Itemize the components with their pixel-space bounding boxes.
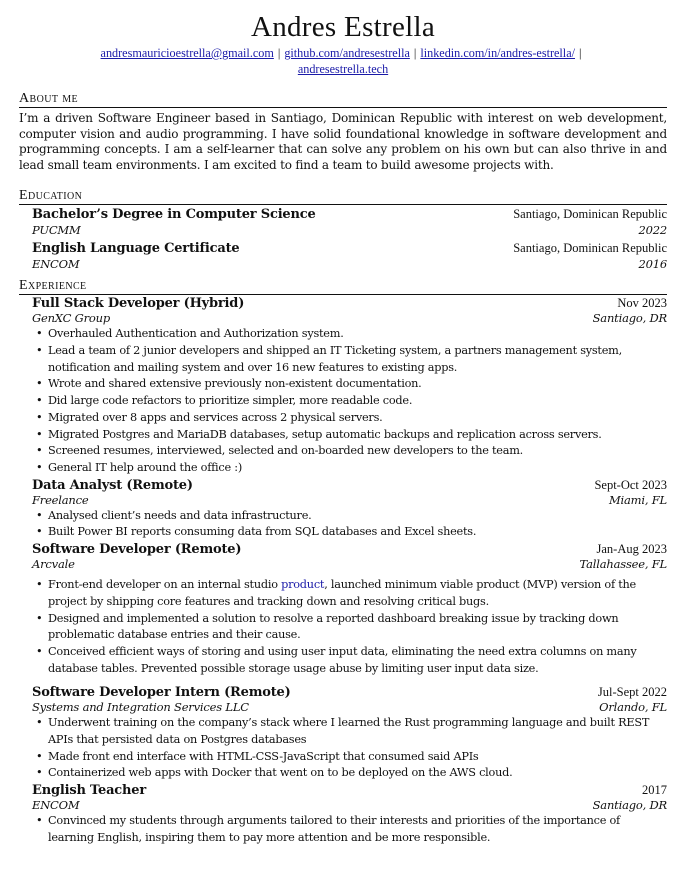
bullet-item: • Convinced my students through arguments tailored to their interests and priorities of the importance of learning English, inspiring them to pay more attention and be more responsible. bbox=[36, 814, 620, 844]
bullet-icon: • bbox=[36, 377, 43, 391]
bullet-icon: • bbox=[36, 444, 43, 458]
job-date: Sept-Oct 2023 bbox=[594, 477, 667, 492]
school-name: ENCOM bbox=[32, 257, 80, 272]
job-location: Santiago, DR bbox=[592, 798, 667, 813]
bullet-icon: • bbox=[36, 766, 43, 780]
job-title: Software Developer (Remote) bbox=[32, 542, 242, 558]
job-date: Nov 2023 bbox=[617, 296, 667, 311]
bullet-item: • Conceived efficient ways of storing and using user input data, eliminating the need extra columns on many database tables. Prevented possible storage usage abuse by limiting user input data size. bbox=[36, 644, 637, 675]
bullet-icon: • bbox=[36, 394, 43, 408]
bullet-item: • Migrated over 8 apps and services across 2 physical servers. bbox=[36, 410, 667, 427]
bullet-icon: • bbox=[36, 644, 43, 658]
experience-entry bbox=[19, 478, 667, 507]
company-name: Arcvale bbox=[32, 557, 75, 572]
company-name: Freelance bbox=[32, 492, 89, 507]
email-link[interactable]: andresmauricioestrella@gmail.com bbox=[100, 46, 274, 60]
job-bullet-list bbox=[19, 577, 667, 677]
bullet-icon: • bbox=[36, 327, 43, 341]
job-location: Miami, FL bbox=[608, 492, 667, 507]
bullet-item: • Built Power BI reports consuming data from SQL databases and Excel sheets. bbox=[36, 524, 667, 541]
bullet-icon: • bbox=[36, 578, 43, 592]
bullet-item: • Made front end interface with HTML-CSS-JavaScript that consumed said APIs bbox=[36, 749, 667, 766]
education-section-title: Education bbox=[19, 188, 667, 205]
bullet-item: • Wrote and shared extensive previously non-existent documentation. bbox=[36, 376, 667, 393]
website-link[interactable]: andresestrella.tech bbox=[297, 61, 389, 76]
education-location: Santiago, Dominican Republic bbox=[513, 207, 667, 222]
bullet-icon: • bbox=[36, 344, 43, 358]
job-location: Tallahassee, FL bbox=[579, 557, 667, 572]
experience-section-title: Experience bbox=[19, 278, 667, 295]
job-date: Jan-Aug 2023 bbox=[596, 542, 667, 557]
bullet-icon: • bbox=[36, 410, 43, 424]
bullet-item: • Underwent training on the company’s stack where I learned the Rust programming language and built REST APIs that persisted data on Postgres databases bbox=[36, 716, 650, 747]
degree-title: English Language Certificate bbox=[32, 241, 240, 257]
school-name: PUCMM bbox=[32, 223, 81, 238]
bullet-icon: • bbox=[36, 814, 43, 828]
bullet-item: • Did large code refactors to prioritize simpler, more readable code. bbox=[36, 393, 667, 410]
bullet-icon: • bbox=[36, 525, 43, 539]
experience-entry bbox=[19, 542, 667, 571]
bullet-icon: • bbox=[36, 461, 43, 474]
bullet-icon: • bbox=[36, 508, 43, 522]
bullet-item: • Containerized web apps with Docker that went on to be deployed on the AWS cloud. bbox=[36, 765, 667, 782]
job-bullet-list bbox=[19, 508, 667, 541]
separator: | bbox=[413, 46, 417, 60]
education-year: 2022 bbox=[638, 223, 667, 238]
contact-line bbox=[19, 46, 667, 77]
bullet-item: • Designed and implemented a solution to resolve a reported dashboard breaking issue by tracking down problematic database entries and their cause. bbox=[36, 611, 619, 642]
product-link[interactable]: product bbox=[281, 578, 325, 592]
separator: | bbox=[579, 46, 582, 60]
job-bullet-list bbox=[19, 326, 667, 476]
company-name: ENCOM bbox=[32, 798, 80, 813]
experience-entry bbox=[19, 296, 667, 325]
job-title: Software Developer Intern (Remote) bbox=[32, 685, 291, 701]
job-date: Jul-Sept 2022 bbox=[597, 685, 667, 700]
resume-name: Andres Estrella bbox=[250, 11, 436, 43]
bullet-item: • Front-end developer on an internal studio product, launched minimum viable product (MVP) version of the project by shipping core features and tracking down and resolving critical bugs. bbox=[36, 578, 636, 608]
job-title: Full Stack Developer (Hybrid) bbox=[32, 296, 245, 312]
experience-entry bbox=[19, 783, 667, 812]
bullet-icon: • bbox=[36, 427, 43, 441]
bullet-item: • Lead a team of 2 junior developers and shipped an IT Ticketing system, a partners management system, notification and mailing system and over 16 new features to existing apps. bbox=[36, 344, 622, 374]
job-bullet-list bbox=[19, 715, 667, 782]
job-bullet-list bbox=[19, 813, 667, 846]
education-location: Santiago, Dominican Republic bbox=[513, 241, 667, 256]
education-year: 2016 bbox=[638, 257, 667, 272]
education-entry bbox=[19, 207, 667, 237]
bullet-item: • Overhauled Authentication and Authorization system. bbox=[36, 326, 667, 343]
bullet-item: • Analysed client’s needs and data infrastructure. bbox=[36, 508, 667, 525]
separator: | bbox=[277, 46, 281, 60]
job-location: Orlando, FL bbox=[599, 700, 667, 715]
job-title: Data Analyst (Remote) bbox=[32, 477, 193, 493]
degree-title: Bachelor’s Degree in Computer Science bbox=[32, 207, 316, 223]
bullet-icon: • bbox=[36, 611, 43, 625]
experience-entry bbox=[19, 685, 667, 714]
github-link[interactable]: github.com/andresestrella bbox=[284, 46, 410, 60]
about-text: I’m a driven Software Engineer based in Santiago, Dominican Republic with interest on web development, computer vision and audio programming. I have solid foundational knowledge in software development and programming concepts. I am a self-learner that can solve any problem on his own but can also thrive in and lead small team environments. I am excited to find a team to build awesome projects with. bbox=[19, 111, 667, 172]
job-title: English Teacher bbox=[32, 783, 146, 799]
education-entry bbox=[19, 241, 667, 271]
company-name: Systems and Integration Services LLC bbox=[32, 700, 249, 715]
bullet-item: • Screened resumes, interviewed, selected and on-boarded new developers to the team. bbox=[36, 443, 667, 460]
job-location: Santiago, DR bbox=[592, 311, 667, 326]
bullet-icon: • bbox=[36, 716, 43, 730]
job-date: 2017 bbox=[642, 783, 667, 798]
bullet-item: • General IT help around the office :) bbox=[36, 460, 667, 477]
about-section-title: About me bbox=[19, 91, 667, 108]
bullet-icon: • bbox=[36, 749, 43, 763]
company-name: GenXC Group bbox=[32, 311, 111, 326]
linkedin-link[interactable]: linkedin.com/in/andres-estrella/ bbox=[420, 46, 575, 60]
bullet-item: • Migrated Postgres and MariaDB databases, setup automatic backups and replication across servers. bbox=[36, 427, 667, 444]
